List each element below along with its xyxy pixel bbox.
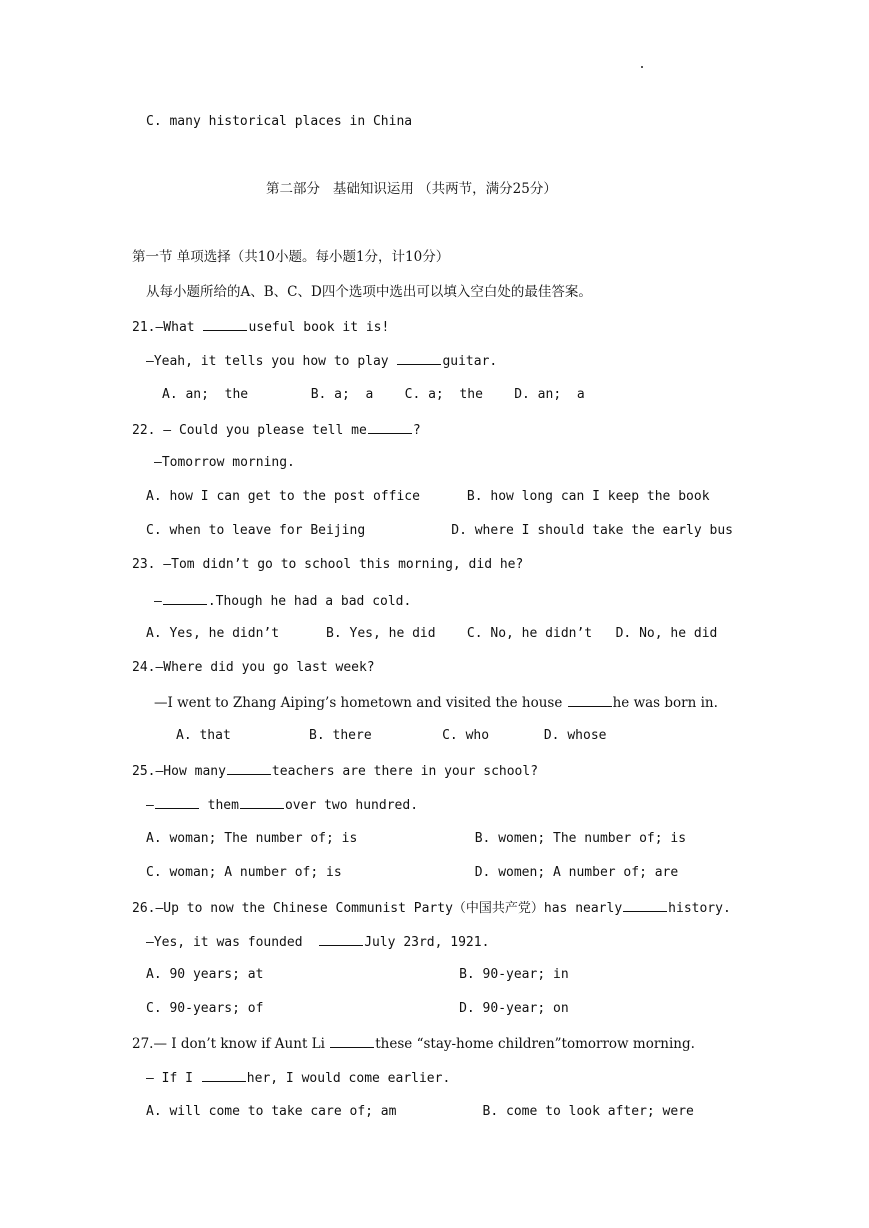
text-seg: he was born in. xyxy=(612,695,718,711)
text-seg: — If I xyxy=(146,1071,201,1086)
answer-blank[interactable] xyxy=(163,591,207,605)
section-one-heading xyxy=(132,248,449,266)
answer-blank[interactable] xyxy=(319,932,363,946)
question-27-options-1 xyxy=(146,1103,694,1121)
answer-blank[interactable] xyxy=(397,351,441,365)
question-24-options xyxy=(176,727,606,745)
text-seg: .Though he had a bad cold. xyxy=(207,594,412,609)
question-26-line-2 xyxy=(146,932,489,952)
question-26-options-2 xyxy=(146,1000,569,1018)
text-seg: —Yeah, it tells you how to play xyxy=(146,354,397,369)
text-seg: guitar. xyxy=(442,354,498,369)
question-22-options-2 xyxy=(146,522,733,540)
options-text: A. 90 years; at B. 90-year; in xyxy=(146,967,569,982)
question-26-line-1 xyxy=(132,898,731,918)
text-seg: 21.—What xyxy=(132,320,203,335)
answer-blank[interactable] xyxy=(203,317,247,331)
text-seg: 27.— I don’t know if Aunt Li xyxy=(132,1036,330,1052)
text-seg: —Yes, it was founded xyxy=(146,935,319,950)
heading-text: 第一节 单项选择（共10小题。每小题1分，计10分） xyxy=(132,249,450,265)
question-21-line-1 xyxy=(132,317,389,337)
question-27-line-2 xyxy=(146,1068,450,1088)
text-seg: —I went to Zhang Aiping’s hometown and visited the house xyxy=(154,695,567,711)
answer-blank[interactable] xyxy=(568,693,612,707)
section-instruction xyxy=(146,283,592,301)
text-seg: useful book it is! xyxy=(248,320,390,335)
options-text: A. will come to take care of; am B. come to look after; were xyxy=(146,1104,694,1119)
options-text: C. woman; A number of; is D. women; A number of; are xyxy=(146,865,679,880)
question-25-line-2 xyxy=(146,795,418,815)
question-22-line-1 xyxy=(132,420,421,440)
options-text: A. Yes, he didn’t B. Yes, he did C. No, he didn’t D. No, he did xyxy=(146,626,718,641)
prev-option-c xyxy=(146,113,412,131)
options-text: A. woman; The number of; is B. women; The number of; is xyxy=(146,831,687,846)
question-23-line-1 xyxy=(132,556,523,574)
question-24-line-2 xyxy=(154,693,718,712)
response-text: —Tomorrow morning. xyxy=(154,455,295,470)
text-seg: ? xyxy=(412,423,421,438)
text-seg: — xyxy=(154,594,162,609)
text-seg: teachers are there in your school? xyxy=(271,764,539,779)
question-text: 23. —Tom didn’t go to school this morning, did he? xyxy=(132,557,524,572)
text-seg: her, I would come earlier. xyxy=(246,1071,451,1086)
question-21-options xyxy=(162,386,585,404)
options-text: A. an; the B. a; a C. a; the D. an; a xyxy=(162,387,585,402)
text-seg: 22. — Could you please tell me xyxy=(132,423,367,438)
part-two-heading xyxy=(266,180,557,198)
question-24-line-1 xyxy=(132,659,375,677)
options-text: A. that B. there C. who D. whose xyxy=(176,728,607,743)
options-text: A. how I can get to the post office B. how long can I keep the book xyxy=(146,489,710,504)
question-21-line-2 xyxy=(146,351,497,371)
question-25-options-2 xyxy=(146,864,678,882)
text-seg: 25.—How many xyxy=(132,764,226,779)
text-seg: — xyxy=(146,798,154,813)
answer-blank[interactable] xyxy=(202,1068,246,1082)
question-text: 24.—Where did you go last week? xyxy=(132,660,375,675)
text-seg: history. xyxy=(668,901,731,916)
answer-blank[interactable] xyxy=(623,898,667,912)
answer-blank[interactable] xyxy=(155,795,199,809)
option-text: C. many historical places in China xyxy=(146,114,413,129)
question-23-line-2 xyxy=(154,591,411,611)
heading-text: 第二部分 基础知识运用 （共两节，满分25分） xyxy=(266,181,557,197)
text-seg: over two hundred. xyxy=(284,798,419,813)
text-seg: 26.—Up to now the Chinese Communist Party（中国共产党）has nearly xyxy=(132,901,623,916)
options-text: C. when to leave for Beijing D. where I should take the early bus xyxy=(146,523,733,538)
answer-blank[interactable] xyxy=(240,795,284,809)
question-27-line-1 xyxy=(132,1034,695,1053)
page-dot-mark xyxy=(641,66,643,68)
text-seg: them xyxy=(199,798,239,813)
options-text: C. 90-years; of D. 90-year; on xyxy=(146,1001,569,1016)
answer-blank[interactable] xyxy=(368,420,412,434)
question-25-options-1 xyxy=(146,830,686,848)
question-26-options-1 xyxy=(146,966,569,984)
answer-blank[interactable] xyxy=(227,761,271,775)
question-22-line-2 xyxy=(154,454,295,472)
text-seg: July 23rd, 1921. xyxy=(364,935,490,950)
question-23-options xyxy=(146,625,717,643)
question-22-options-1 xyxy=(146,488,710,506)
instruction-text: 从每小题所给的A、B、C、D四个选项中选出可以填入空白处的最佳答案。 xyxy=(146,284,592,300)
question-25-line-1 xyxy=(132,761,538,781)
answer-blank[interactable] xyxy=(330,1034,374,1048)
text-seg: these “stay-home children”tomorrow morning. xyxy=(375,1036,695,1052)
